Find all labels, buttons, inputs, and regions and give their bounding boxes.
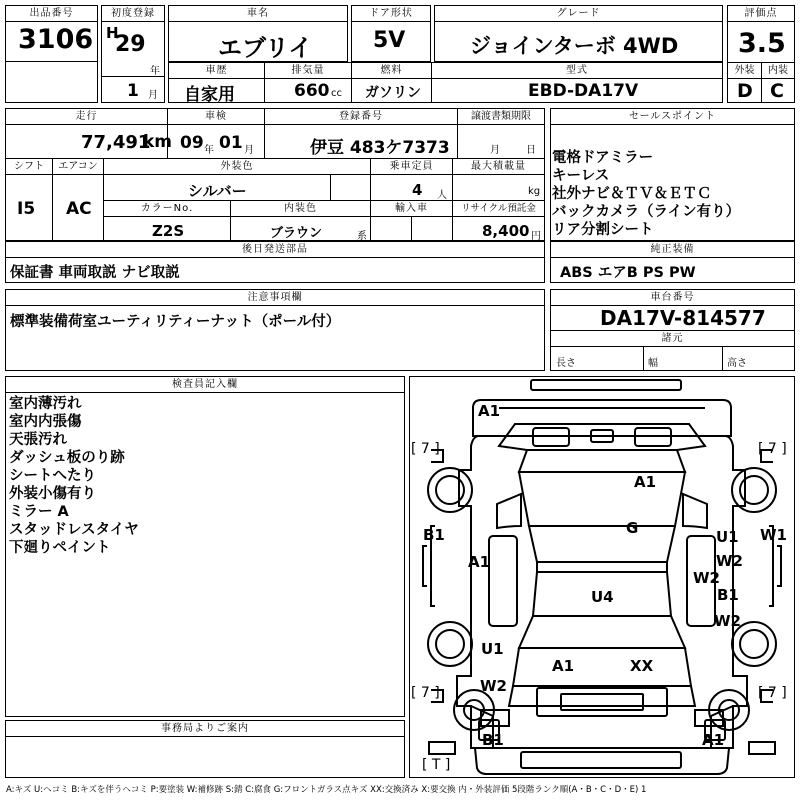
sales-point: 社外ナビ＆ＴＶ＆ＥＴＣ	[552, 186, 712, 202]
import-label: 輸入車	[371, 201, 452, 217]
first-reg-month: 1	[127, 81, 139, 101]
transfer-label: 譲渡書類期限	[458, 109, 544, 125]
notes: 標準装備荷室ユーティリティーナット（ポール付）	[10, 314, 341, 330]
shift-label: シフト	[6, 159, 52, 175]
dimensions-label: 諸元	[551, 331, 794, 347]
capacity-label: 乗車定員	[371, 159, 452, 175]
aircon-label: エアコン	[53, 159, 103, 175]
displacement: 660	[294, 81, 330, 101]
ext-color: シルバー	[188, 182, 247, 200]
km-unit: km	[143, 132, 173, 152]
chassis-label: 車台番号	[551, 290, 794, 306]
legend: A:キズ U:ヘコミ B:キズを伴うヘコミ P:要塗装 W:補修跡 S:錆 C:腐食 G:フロントガラス点キズ XX:交換済み X:要交換 内・外装評価 5段階ランク順(A・B・C・D・E) 1	[6, 785, 647, 795]
mark-cargo: U4	[591, 588, 614, 606]
inspection-month: 01	[219, 133, 243, 153]
standard-eq: ABS エアB PS PW	[560, 265, 696, 281]
exterior-label: 外装	[728, 63, 761, 79]
month-unit: 月	[148, 90, 158, 101]
insp-year-unit: 年	[204, 145, 214, 156]
first-reg-label: 初度登録	[102, 6, 164, 22]
sales-point: バックカメラ（ライン有り）	[552, 204, 741, 220]
insp-month-unit: 月	[244, 145, 254, 156]
inspector-notes-list	[9, 395, 139, 557]
inspector-note: シートへたり	[9, 468, 96, 484]
year-unit: 年	[150, 66, 160, 77]
aircon: AC	[66, 199, 92, 219]
mark-front-left: A1	[478, 402, 501, 420]
inspector-note: ミラー A	[9, 504, 69, 520]
grade-label: グレード	[435, 6, 722, 22]
mark-bl: [ 7 ]	[411, 685, 440, 701]
inspection-year: 09	[180, 133, 204, 153]
chassis-no: DA17V-814577	[600, 306, 766, 330]
int-color-label: 内装色	[231, 201, 370, 217]
series-unit: 系	[357, 231, 367, 242]
lot-no-label: 出品番号	[6, 6, 97, 22]
era: H	[106, 24, 119, 42]
car-diagram	[409, 376, 795, 778]
later-parts-label: 後日発送部品	[6, 242, 544, 258]
mileage: 77,491	[81, 132, 151, 153]
mark-w1-right: W1	[760, 526, 787, 544]
inspector-note: 室内内張傷	[9, 414, 82, 430]
inspector-note: 天張汚れ	[9, 432, 67, 448]
later-parts: 保証書 車両取説 ナビ取説	[10, 265, 180, 281]
reg-no-label: 登録番号	[265, 109, 457, 125]
shift: I5	[17, 199, 36, 219]
length-label: 長さ	[556, 358, 576, 369]
model-label: 型式	[432, 63, 722, 79]
fuel: ガソリン	[365, 85, 421, 101]
lot-no: 3106	[18, 24, 94, 55]
model: EBD-DA17V	[528, 81, 639, 101]
transfer-month-unit: 月	[490, 145, 500, 156]
car-history: 自家用	[184, 85, 235, 105]
yen-unit: 円	[531, 231, 541, 242]
notes-label: 注意事項欄	[6, 290, 544, 306]
mark-bottom-b1: B1	[482, 731, 504, 749]
mark-br: [ 7 ]	[758, 685, 787, 701]
door-label: ドア形状	[352, 6, 430, 22]
mark-tr: [ 7 ]	[758, 441, 787, 457]
mark-hood: A1	[634, 473, 657, 491]
inspector-note: 下廻りペイント	[9, 540, 111, 556]
mileage-label: 走行	[6, 109, 167, 125]
standard-eq-label: 純正装備	[551, 242, 794, 258]
mark-w2-right-1: W2	[716, 552, 743, 570]
color-no: Z2S	[152, 222, 185, 240]
max-load-label: 最大積載量	[453, 159, 544, 175]
mark-rear-a1: A1	[552, 657, 575, 675]
score: 3.5	[738, 28, 786, 59]
history-label: 車歴	[169, 63, 264, 79]
sales-points-label: セールスポイント	[551, 109, 794, 125]
mark-w2-left: W2	[480, 677, 507, 695]
recycle-label: リサイクル預託金	[453, 201, 544, 217]
sales-point: リア分割シート	[552, 222, 654, 238]
fuel-label: 燃料	[352, 63, 431, 79]
interior-grade: C	[770, 80, 784, 102]
door-type: 5V	[373, 28, 406, 53]
sales-point: キーレス	[552, 168, 610, 184]
height-label: 高さ	[727, 358, 747, 369]
capacity: 4	[412, 181, 423, 199]
inspector-note: ダッシュ板のり跡	[9, 450, 125, 466]
inspector-label: 検査員記入欄	[6, 377, 404, 393]
interior-label: 内装	[762, 63, 794, 79]
kg-unit: kg	[528, 186, 541, 197]
mark-w2-right-2: W2	[693, 569, 720, 587]
sales-points-list	[552, 149, 740, 239]
inspector-note: 外装小傷有り	[9, 486, 96, 502]
exterior-grade: D	[737, 80, 753, 102]
mark-tl: [ 7 ]	[411, 441, 440, 457]
score-label: 評価点	[728, 6, 794, 22]
inspection-label: 車検	[168, 109, 264, 125]
reg-no: 伊豆 483ケ7373	[310, 138, 450, 158]
mark-roof: G	[626, 519, 639, 537]
mark-u1-right: U1	[716, 528, 739, 546]
ext-color-label: 外装色	[104, 159, 370, 175]
office-label: 事務局よりご案内	[6, 721, 404, 737]
color-no-label: カラーNo.	[104, 201, 230, 217]
int-color: ブラウン	[270, 226, 323, 241]
persons-unit: 人	[437, 190, 447, 201]
first-reg-year: 29	[115, 32, 146, 57]
mark-u1-left: U1	[481, 640, 504, 658]
transfer-day-unit: 日	[526, 145, 536, 156]
sales-point: 電格ドアミラー	[552, 150, 654, 166]
grade: ジョインターボ 4WD	[470, 34, 679, 58]
recycle-fee: 8,400	[482, 222, 530, 240]
mark-rear-xx: XX	[630, 657, 654, 675]
mark-spare: [ T ]	[422, 757, 451, 773]
car-name: エブリイ	[218, 34, 313, 62]
displacement-label: 排気量	[265, 63, 351, 79]
mark-b1-right: B1	[717, 586, 739, 604]
mark-w2-right-3: W2	[714, 612, 741, 630]
mark-left-side: B1	[423, 526, 445, 544]
inspector-note: スタッドレスタイヤ	[9, 522, 139, 538]
width-label: 幅	[648, 358, 658, 369]
car-name-label: 車名	[169, 6, 347, 22]
cc-unit: cc	[331, 88, 342, 99]
mark-bottom-a1: A1	[702, 731, 725, 749]
mark-left-door: A1	[468, 553, 491, 571]
inspector-note: 室内薄汚れ	[9, 396, 82, 412]
